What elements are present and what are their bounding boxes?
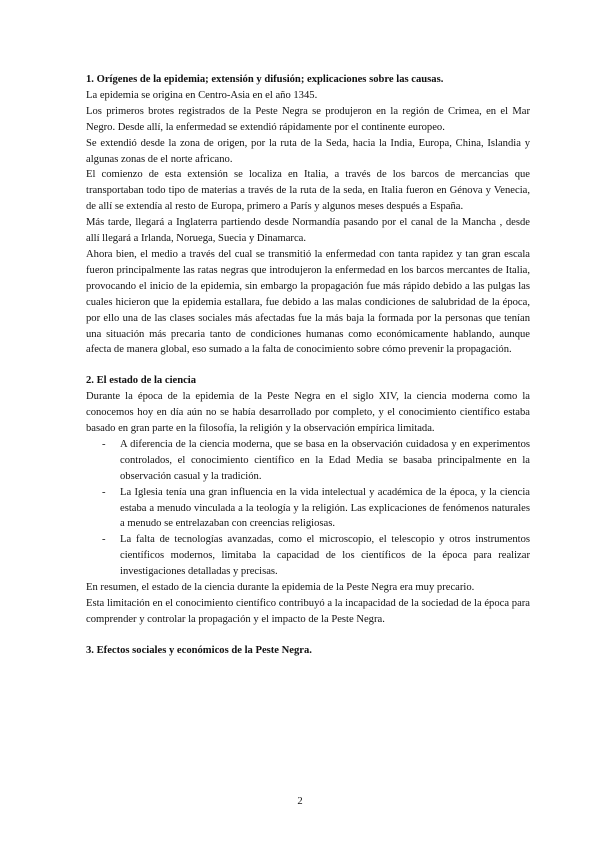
- section-1-paragraph: Se extendió desde la zona de origen, por la ruta de la Seda, hacia la India, Europa, China, Islandia y algunas zonas de el norte africano.: [86, 137, 530, 165]
- list-item-text: La falta de tecnologías avanzadas, como el microscopio, el telescopio y otros instrumentos científicos modernos, limitaba la capacidad de los científicos de la época para realizar investigaciones detalladas y precisas.: [120, 534, 530, 578]
- section-spacer: [86, 358, 530, 373]
- dash-bullet: -: [102, 438, 106, 450]
- list-item: [86, 485, 530, 533]
- document-body: [86, 72, 530, 659]
- list-item-text: A diferencia de la ciencia moderna, que se basa en la observación cuidadosa y en experimentos controlados, el conocimiento científico en la Edad Media se basaba principalmente en la observación casual y la tradición.: [120, 438, 530, 482]
- section-1-paragraph: Más tarde, llegará a Inglaterra partiendo desde Normandía pasando por el canal de la Mancha , desde allí llegará a Irlanda, Noruega, Suecia y Dinamarca.: [86, 217, 530, 245]
- dash-bullet: -: [102, 486, 106, 498]
- list-item: [86, 532, 530, 580]
- list-item-text: La Iglesia tenía una gran influencia en la vida intelectual y académica de la época, y la ciencia estaba a menudo vinculada a la teología y la religión. Las explicaciones de fenómenos naturales a menudo se entrelazaban con creencias religiosas.: [120, 486, 530, 530]
- section-1-heading: 1. Orígenes de la epidemia; extensión y difusión; explicaciones sobre las causas.: [86, 74, 444, 85]
- section-2-intro: Durante la época de la epidemia de la Peste Negra en el siglo XIV, la ciencia moderna como la conocemos hoy en día aún no se había desarrollado por completo, y el conocimiento científico estaba basado en gran parte en la filosofía, la religión y la observación empírica limitada.: [86, 391, 530, 435]
- section-1-paragraph: La epidemia se origina en Centro-Asia en el año 1345.: [86, 89, 318, 101]
- page-number: 2: [297, 796, 303, 807]
- list-item: [86, 437, 530, 485]
- section-1-paragraph: Ahora bien, el medio a través del cual se transmitió la enfermedad con tanta rapidez y tan gran escala fueron principalmente las ratas negras que introdujeron la enfermedad en los barcos mercantes de Italia, provocando el inicio de la epidemia, sin embargo la propagación fue más rápido debido a las pulgas las cuales hicieron que la epidemia estallara, fue debido a las malas condiciones de salubridad de la época, por ello una de las clases sociales más afectadas fue la más baja la formada por la personas que tenían una situación más precaria tanto de condiciones humanas como económicamente hablando, aunque afecta de manera global, eso sumado a la falta de conocimiento sobre cómo prevenir la propagación.: [86, 248, 530, 356]
- section-spacer: [86, 628, 530, 643]
- section-2-closing: En resumen, el estado de la ciencia durante la epidemia de la Peste Negra era muy precario.: [86, 582, 475, 594]
- section-1-paragraph: Los primeros brotes registrados de la Peste Negra se produjeron en la región de Crimea, en el Mar Negro. Desde allí, la enfermedad se extendió rápidamente por el continente europeo.: [86, 105, 530, 133]
- section-2-closing: Esta limitación en el conocimiento científico contribuyó a la incapacidad de la sociedad de la época para comprender y controlar la propagación y el impacto de la Peste Negra.: [86, 598, 530, 625]
- science-bullet-list: [86, 437, 530, 580]
- dash-bullet: -: [102, 534, 106, 546]
- section-1-paragraph: El comienzo de esta extensión se localiza en Italia, a través de los barcos de mercancias que transportaban todo tipo de materias a través de la ruta de la seda, en Italia fueron en Génova y Venecia, de allí se extendía al resto de Europa, primero a París y algunos meses después a España.: [86, 169, 530, 213]
- section-2-heading: 2. El estado de la ciencia: [86, 375, 197, 387]
- section-3-heading: 3. Efectos sociales y económicos de la Peste Negra.: [86, 644, 312, 656]
